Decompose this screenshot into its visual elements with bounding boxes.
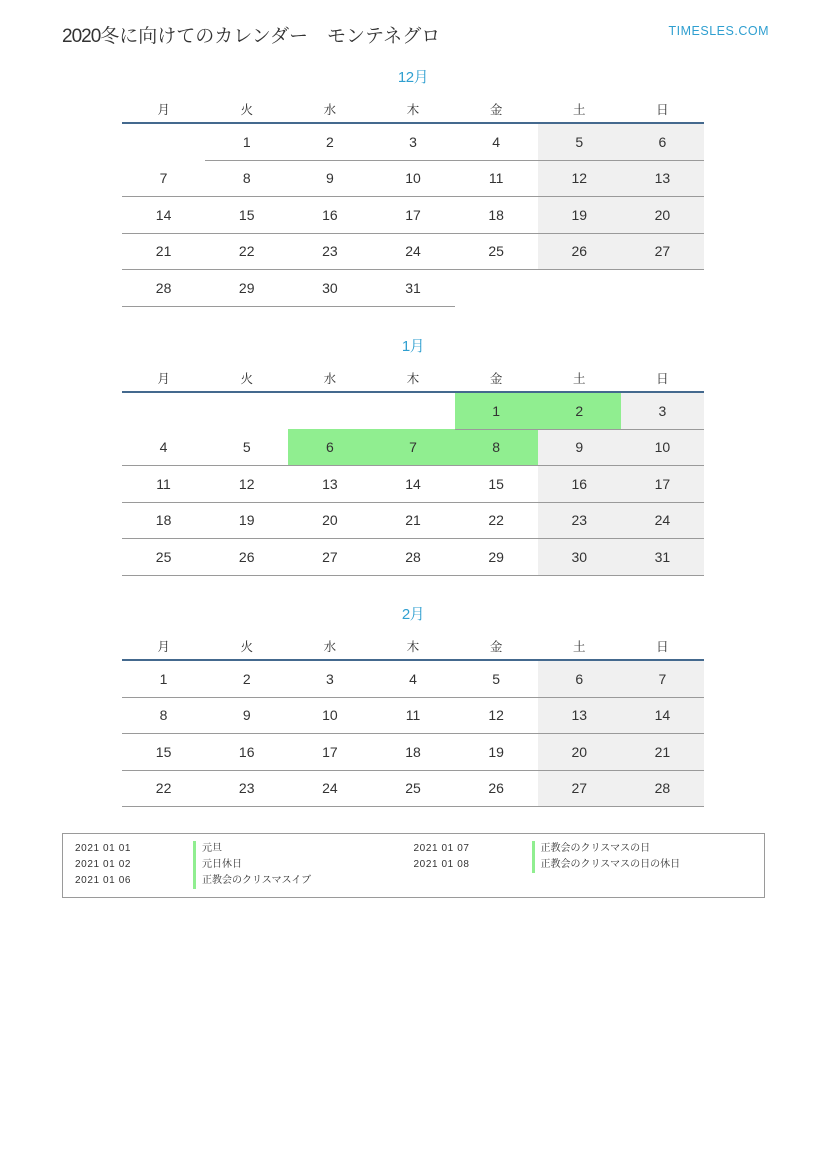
calendar-week-row [122,466,704,503]
calendar-day-cell[interactable]: 4 [455,123,538,160]
calendar-day-cell[interactable]: 28 [621,770,704,807]
legend-row [75,857,752,873]
calendar-day-cell[interactable]: 22 [122,770,205,807]
legend-date: 2021 01 08 [413,859,470,870]
legend-entry [75,857,414,873]
weekday-header-row [122,364,704,392]
calendar-day-cell[interactable]: 24 [621,502,704,539]
calendar-day-cell[interactable]: 26 [205,539,288,576]
calendar-day-cell[interactable]: 20 [621,197,704,234]
calendar-day-cell[interactable]: 21 [122,233,205,270]
month-grid [122,364,704,576]
calendar-day-cell[interactable]: 7 [122,160,205,197]
weekday-header-2: 水 [288,364,371,392]
weekday-header-6: 日 [621,632,704,660]
calendar-day-cell[interactable]: 9 [205,697,288,734]
legend-description: 元旦 [193,841,222,857]
weekday-header-4: 金 [455,364,538,392]
calendar-day-cell[interactable]: 10 [371,160,454,197]
calendar-day-cell[interactable]: 8 [455,429,538,466]
calendar-day-empty [621,270,704,307]
legend-entry [75,873,414,889]
calendar-day-empty [288,392,371,429]
calendar-day-cell[interactable]: 3 [621,392,704,429]
calendar-day-cell[interactable]: 23 [205,770,288,807]
calendar-day-cell[interactable]: 19 [205,502,288,539]
calendar-day-cell[interactable]: 10 [288,697,371,734]
calendar-day-cell[interactable]: 27 [288,539,371,576]
calendar-day-cell[interactable]: 15 [455,466,538,503]
page-title [62,21,440,48]
calendar-week-row [122,539,704,576]
calendar-day-cell[interactable]: 31 [621,539,704,576]
calendar-day-cell[interactable]: 22 [205,233,288,270]
calendar-day-cell[interactable]: 12 [455,697,538,734]
calendar-day-cell[interactable]: 26 [538,233,621,270]
calendar-day-empty [122,123,205,160]
calendar-day-cell[interactable]: 26 [455,770,538,807]
calendar-day-cell[interactable]: 16 [288,197,371,234]
month-block-december [122,66,704,307]
calendar-day-cell[interactable]: 15 [122,734,205,771]
calendar-day-cell[interactable]: 25 [371,770,454,807]
weekday-header-3: 木 [371,95,454,123]
month-title: 12月 [397,69,429,86]
calendar-day-cell[interactable]: 15 [205,197,288,234]
calendar-day-cell[interactable]: 6 [538,660,621,697]
calendar-day-empty [205,392,288,429]
calendar-week-row [122,429,704,466]
calendar-day-cell[interactable]: 11 [122,466,205,503]
calendar-week-row [122,734,704,771]
calendar-day-cell[interactable]: 16 [538,466,621,503]
weekday-header-3: 木 [371,632,454,660]
calendar-day-cell[interactable]: 22 [455,502,538,539]
calendar-day-cell[interactable]: 4 [122,429,205,466]
calendar-day-cell[interactable]: 7 [371,429,454,466]
legend-date: 2021 01 06 [75,875,132,886]
calendar-day-cell[interactable]: 14 [621,697,704,734]
calendar-day-cell[interactable]: 8 [205,160,288,197]
calendar-day-cell[interactable]: 17 [288,734,371,771]
legend-date: 2021 01 01 [75,843,132,854]
calendar-week-row [122,123,704,160]
calendar-day-cell[interactable]: 21 [621,734,704,771]
calendar-day-cell[interactable]: 24 [371,233,454,270]
weekday-header-6: 日 [621,95,704,123]
calendar-day-empty [455,270,538,307]
weekday-header-0: 月 [122,364,205,392]
holiday-legend [62,833,765,898]
calendar-day-cell[interactable]: 19 [538,197,621,234]
legend-date: 2021 01 02 [75,859,132,870]
weekday-header-1: 火 [205,364,288,392]
calendar-day-cell[interactable]: 29 [455,539,538,576]
calendar-day-cell[interactable]: 13 [538,697,621,734]
calendar-day-cell[interactable]: 29 [205,270,288,307]
calendar-week-row [122,697,704,734]
calendar-day-cell[interactable]: 17 [621,466,704,503]
calendar-day-cell[interactable]: 9 [288,160,371,197]
calendar-day-cell[interactable]: 1 [455,392,538,429]
legend-entry [414,857,753,873]
calendar-day-cell[interactable]: 30 [538,539,621,576]
legend-entry [414,873,753,889]
weekday-header-4: 金 [455,632,538,660]
legend-description: 正教会のクリスマスイブ [193,873,311,889]
month-block-february [122,603,704,807]
page-header [62,18,769,52]
calendar-day-cell[interactable]: 5 [205,429,288,466]
calendar-day-cell[interactable]: 20 [538,734,621,771]
calendar-day-cell[interactable]: 17 [371,197,454,234]
weekday-header-2: 水 [288,95,371,123]
calendar-day-cell[interactable]: 25 [122,539,205,576]
calendar-day-cell[interactable]: 23 [538,502,621,539]
brand-logo: TIMESLES.COM [668,24,769,38]
calendar-day-cell[interactable]: 30 [288,270,371,307]
calendar-week-row [122,197,704,234]
calendar-day-cell[interactable]: 28 [371,539,454,576]
calendar-day-cell[interactable]: 12 [538,160,621,197]
weekday-header-1: 火 [205,95,288,123]
calendar-day-cell[interactable]: 27 [538,770,621,807]
calendar-day-cell[interactable]: 27 [621,233,704,270]
calendar-day-cell[interactable]: 9 [538,429,621,466]
calendar-day-empty [371,392,454,429]
legend-entry [75,841,414,857]
calendar-day-cell[interactable]: 3 [288,660,371,697]
calendar-day-empty [122,392,205,429]
calendar-day-cell[interactable]: 14 [122,197,205,234]
calendar-week-row [122,270,704,307]
calendar-day-cell[interactable]: 14 [371,466,454,503]
calendar-day-cell[interactable]: 19 [455,734,538,771]
weekday-header-2: 水 [288,632,371,660]
calendar-week-row [122,502,704,539]
weekday-header-0: 月 [122,95,205,123]
month-title: 1月 [401,338,425,355]
legend-description [532,873,538,889]
month-grid [122,632,704,807]
legend-row [75,873,752,889]
legend-date: 2021 01 07 [413,843,470,854]
weekday-header-5: 土 [538,364,621,392]
calendar-day-cell[interactable]: 10 [621,429,704,466]
month-block-january [122,335,704,576]
page-title-text: 冬に向けてのカレンダー モンテネグロ [100,26,441,47]
legend-date [414,873,532,889]
month-title: 2月 [401,606,425,623]
legend-description: 正教会のクリスマスの日の休日 [532,857,681,873]
calendar-day-cell[interactable]: 7 [621,660,704,697]
weekday-header-3: 木 [371,364,454,392]
calendar-day-cell[interactable]: 1 [122,660,205,697]
calendar-day-cell[interactable]: 2 [538,392,621,429]
weekday-header-0: 月 [122,632,205,660]
calendar-day-cell[interactable]: 11 [455,160,538,197]
legend-description: 元日休日 [193,857,242,873]
calendar-day-cell[interactable]: 21 [371,502,454,539]
calendar-week-row [122,392,704,429]
calendar-week-row [122,770,704,807]
month-grid [122,95,704,307]
weekday-header-1: 火 [205,632,288,660]
page-title-year: 2020 [62,26,101,47]
calendar-day-cell[interactable]: 16 [205,734,288,771]
weekday-header-4: 金 [455,95,538,123]
calendar-day-cell[interactable]: 25 [455,233,538,270]
calendar-day-cell[interactable]: 13 [621,160,704,197]
calendar-week-row [122,233,704,270]
calendar-day-cell[interactable]: 24 [288,770,371,807]
calendar-day-cell[interactable]: 5 [538,123,621,160]
calendar-day-cell[interactable]: 18 [122,502,205,539]
calendar-day-cell[interactable]: 6 [288,429,371,466]
calendar-week-row [122,660,704,697]
calendar-day-cell[interactable]: 2 [205,660,288,697]
calendar-day-cell[interactable]: 3 [371,123,454,160]
calendar-day-cell[interactable]: 1 [205,123,288,160]
calendar-day-empty [538,270,621,307]
calendar-day-cell[interactable]: 18 [455,197,538,234]
calendar-day-cell[interactable]: 23 [288,233,371,270]
weekday-header-row [122,632,704,660]
legend-row [75,841,752,857]
calendar-day-cell[interactable]: 20 [288,502,371,539]
weekday-header-5: 土 [538,632,621,660]
calendar-week-row [122,160,704,197]
calendar-day-cell[interactable]: 18 [371,734,454,771]
legend-description: 正教会のクリスマスの日 [532,841,651,857]
calendar-day-cell[interactable]: 5 [455,660,538,697]
calendar-day-cell[interactable]: 11 [371,697,454,734]
calendar-day-cell[interactable]: 8 [122,697,205,734]
calendar-day-cell[interactable]: 28 [122,270,205,307]
weekday-header-5: 土 [538,95,621,123]
calendar-day-cell[interactable]: 2 [288,123,371,160]
calendar-day-cell[interactable]: 12 [205,466,288,503]
weekday-header-row [122,95,704,123]
calendar-day-cell[interactable]: 4 [371,660,454,697]
weekday-header-6: 日 [621,364,704,392]
legend-entry [414,841,753,857]
calendar-day-cell[interactable]: 31 [371,270,454,307]
calendar-day-cell[interactable]: 13 [288,466,371,503]
calendar-day-cell[interactable]: 6 [621,123,704,160]
